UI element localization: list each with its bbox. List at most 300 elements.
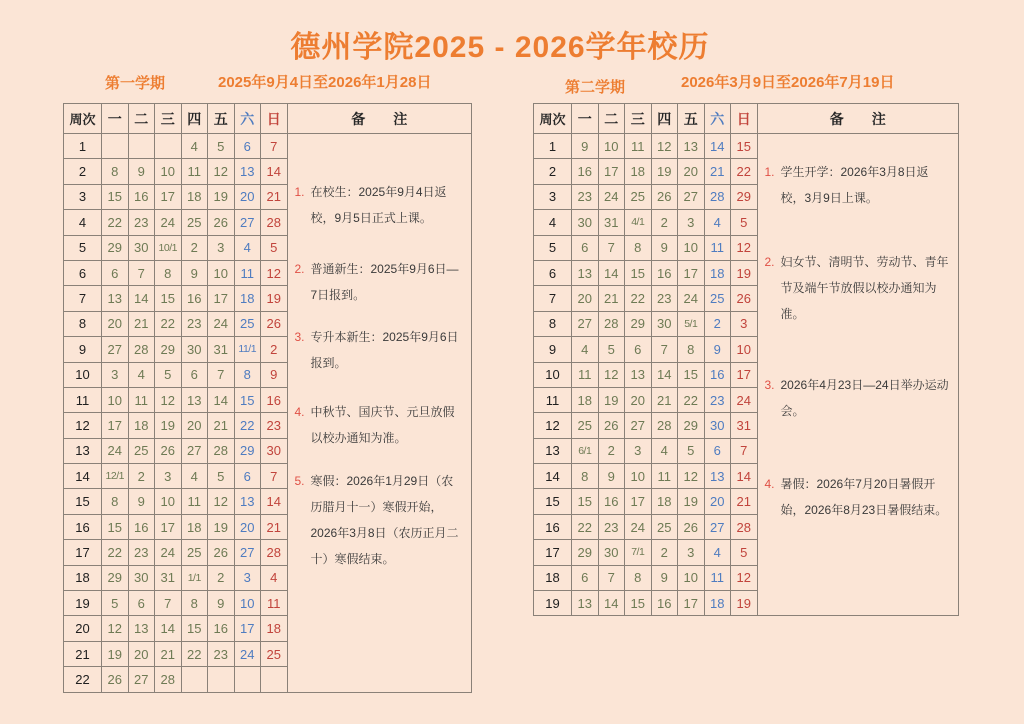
date-cell: 10: [208, 260, 235, 285]
date-cell: 4/1: [625, 210, 652, 235]
date-cell: 30: [572, 210, 599, 235]
date-cell: 18: [572, 387, 599, 412]
date-cell: 24: [155, 210, 182, 235]
week-number-cell: 4: [534, 210, 572, 235]
date-cell: 11: [261, 591, 288, 616]
note-number: 2.: [294, 262, 305, 276]
date-cell: [102, 134, 129, 159]
week-number-cell: 20: [64, 616, 102, 641]
date-cell: 26: [208, 540, 235, 565]
date-cell: 21: [651, 387, 678, 412]
date-cell: 9: [261, 362, 288, 387]
date-cell: 12: [155, 387, 182, 412]
note-text: 暑假：2026年7月20日暑假开始，2026年8月23日暑假结束。: [780, 477, 948, 517]
date-cell: 26: [731, 286, 758, 311]
date-cell: 14: [261, 489, 288, 514]
date-cell: 5/1: [678, 311, 705, 336]
date-cell: 19: [208, 514, 235, 539]
week-number-cell: 11: [534, 387, 572, 412]
column-header: 日: [261, 104, 288, 134]
note-item: [765, 249, 951, 327]
date-cell: 23: [704, 387, 731, 412]
week-number-cell: 9: [64, 337, 102, 362]
date-cell: 5: [598, 337, 625, 362]
date-cell: 11: [704, 235, 731, 260]
note-text: 在校生：2025年9月4日返校，9月5日正式上课。: [310, 185, 447, 225]
date-cell: 17: [208, 286, 235, 311]
date-cell: 28: [261, 540, 288, 565]
note-item: [295, 324, 464, 376]
week-number-cell: 10: [534, 362, 572, 387]
date-cell: 22: [572, 514, 599, 539]
date-cell: [181, 667, 208, 692]
date-cell: 12: [651, 134, 678, 159]
date-cell: 16: [261, 387, 288, 412]
semester2-label: 第二学期: [565, 79, 626, 96]
date-cell: 19: [651, 159, 678, 184]
week-number-cell: 13: [64, 438, 102, 463]
week-number-cell: 13: [534, 438, 572, 463]
date-cell: 29: [155, 337, 182, 362]
date-cell: 17: [678, 591, 705, 616]
date-cell: 21: [261, 184, 288, 209]
week-number-cell: 18: [64, 565, 102, 590]
date-cell: 20: [234, 184, 261, 209]
week-number-cell: 15: [64, 489, 102, 514]
date-cell: 24: [678, 286, 705, 311]
date-cell: 9: [651, 565, 678, 590]
date-cell: 18: [261, 616, 288, 641]
date-cell: 8: [678, 337, 705, 362]
date-cell: 28: [261, 210, 288, 235]
date-cell: 23: [572, 184, 599, 209]
date-cell: 2: [704, 311, 731, 336]
date-cell: 4: [181, 464, 208, 489]
date-cell: 11: [234, 260, 261, 285]
date-cell: 26: [598, 413, 625, 438]
date-cell: 20: [704, 489, 731, 514]
date-cell: 8: [234, 362, 261, 387]
week-number-cell: 5: [64, 235, 102, 260]
note-text: 专升本新生：2025年9月6日报到。: [310, 330, 459, 370]
date-cell: 24: [102, 438, 129, 463]
week-number-cell: 2: [64, 159, 102, 184]
week-number-cell: 19: [534, 591, 572, 616]
date-cell: 12: [261, 260, 288, 285]
date-cell: 18: [181, 514, 208, 539]
note-item: [295, 256, 464, 308]
date-cell: 24: [208, 311, 235, 336]
date-cell: 7: [261, 134, 288, 159]
notes-column-header: 备 注: [757, 104, 959, 134]
week-number-cell: 17: [64, 540, 102, 565]
date-cell: 26: [155, 438, 182, 463]
date-cell: 19: [102, 641, 129, 666]
date-cell: 7: [261, 464, 288, 489]
date-cell: 15: [234, 387, 261, 412]
date-cell: 26: [678, 514, 705, 539]
date-cell: 21: [261, 514, 288, 539]
date-cell: 22: [102, 210, 129, 235]
date-cell: 30: [651, 311, 678, 336]
date-cell: 11: [625, 134, 652, 159]
week-number-cell: 1: [534, 134, 572, 159]
week-number-cell: 19: [64, 591, 102, 616]
date-cell: 18: [625, 159, 652, 184]
date-cell: 19: [731, 591, 758, 616]
column-header: 一: [102, 104, 129, 134]
date-cell: 6/1: [572, 438, 599, 463]
date-cell: 6: [234, 134, 261, 159]
date-cell: 8: [155, 260, 182, 285]
note-number: 4.: [764, 477, 775, 491]
date-cell: 23: [208, 641, 235, 666]
date-cell: 7/1: [625, 540, 652, 565]
date-cell: 14: [261, 159, 288, 184]
date-cell: 14: [598, 260, 625, 285]
date-cell: 13: [234, 489, 261, 514]
date-cell: 20: [234, 514, 261, 539]
date-cell: 9: [651, 235, 678, 260]
column-header: 周次: [534, 104, 572, 134]
week-number-cell: 1: [64, 134, 102, 159]
date-cell: 6: [102, 260, 129, 285]
date-cell: 17: [102, 413, 129, 438]
date-cell: 11/1: [234, 337, 261, 362]
date-cell: 2: [651, 540, 678, 565]
date-cell: 28: [208, 438, 235, 463]
date-cell: 27: [572, 311, 599, 336]
date-cell: 12: [598, 362, 625, 387]
date-cell: 26: [261, 311, 288, 336]
date-cell: 5: [155, 362, 182, 387]
date-cell: 15: [625, 591, 652, 616]
date-cell: 13: [572, 591, 599, 616]
date-cell: 15: [572, 489, 599, 514]
date-cell: 13: [678, 134, 705, 159]
column-header: 二: [128, 104, 155, 134]
date-cell: 23: [128, 540, 155, 565]
notes-list: [288, 134, 472, 572]
notes-cell: [287, 134, 472, 693]
date-cell: 20: [678, 159, 705, 184]
note-number: 1.: [294, 185, 305, 199]
date-cell: 2: [181, 235, 208, 260]
date-cell: 3: [625, 438, 652, 463]
note-text: 2026年4月23日—24日举办运动会。: [780, 378, 949, 418]
date-cell: 29: [625, 311, 652, 336]
date-cell: 2: [261, 337, 288, 362]
date-cell: 20: [128, 641, 155, 666]
week-number-cell: 5: [534, 235, 572, 260]
note-item: [295, 179, 464, 231]
date-cell: 2: [598, 438, 625, 463]
date-cell: 18: [234, 286, 261, 311]
week-number-cell: 6: [64, 260, 102, 285]
date-cell: 20: [625, 387, 652, 412]
column-header: 六: [234, 104, 261, 134]
date-cell: 25: [181, 210, 208, 235]
week-number-cell: 8: [534, 311, 572, 336]
date-cell: 10: [102, 387, 129, 412]
date-cell: 10/1: [155, 235, 182, 260]
date-cell: 24: [625, 514, 652, 539]
date-cell: 22: [102, 540, 129, 565]
date-cell: 3: [678, 210, 705, 235]
date-cell: 19: [208, 184, 235, 209]
date-cell: 6: [181, 362, 208, 387]
column-header: 三: [155, 104, 182, 134]
date-cell: 22: [155, 311, 182, 336]
date-cell: 21: [731, 489, 758, 514]
date-cell: 6: [704, 438, 731, 463]
column-header: 四: [181, 104, 208, 134]
week-number-cell: 21: [64, 641, 102, 666]
date-cell: 9: [181, 260, 208, 285]
date-cell: 15: [731, 134, 758, 159]
note-item: [765, 471, 951, 523]
column-header: 日: [731, 104, 758, 134]
date-cell: 31: [598, 210, 625, 235]
week-number-cell: 14: [534, 464, 572, 489]
date-cell: 7: [208, 362, 235, 387]
date-cell: 10: [625, 464, 652, 489]
date-cell: 17: [731, 362, 758, 387]
header-row: [534, 104, 959, 134]
week-number-cell: 9: [534, 337, 572, 362]
date-cell: 10: [234, 591, 261, 616]
date-cell: 8: [102, 489, 129, 514]
date-cell: 26: [651, 184, 678, 209]
date-cell: 12: [731, 565, 758, 590]
date-cell: 16: [208, 616, 235, 641]
date-cell: 12: [208, 159, 235, 184]
date-cell: 11: [181, 489, 208, 514]
date-cell: 5: [261, 235, 288, 260]
date-cell: 18: [181, 184, 208, 209]
date-cell: 23: [651, 286, 678, 311]
date-cell: 17: [598, 159, 625, 184]
column-header: 周次: [64, 104, 102, 134]
date-cell: 5: [208, 464, 235, 489]
date-cell: 29: [572, 540, 599, 565]
week-number-cell: 4: [64, 210, 102, 235]
date-cell: 20: [572, 286, 599, 311]
date-cell: 10: [731, 337, 758, 362]
note-item: [295, 468, 464, 572]
date-cell: 28: [155, 667, 182, 692]
date-cell: 10: [678, 565, 705, 590]
date-cell: 4: [181, 134, 208, 159]
date-cell: 4: [704, 540, 731, 565]
date-cell: 27: [678, 184, 705, 209]
date-cell: 4: [261, 565, 288, 590]
date-cell: 13: [102, 286, 129, 311]
date-cell: 7: [598, 235, 625, 260]
date-cell: [128, 134, 155, 159]
date-cell: 10: [598, 134, 625, 159]
date-cell: 18: [651, 489, 678, 514]
date-cell: 15: [102, 184, 129, 209]
column-header: 二: [598, 104, 625, 134]
date-cell: 4: [234, 235, 261, 260]
date-cell: 29: [102, 565, 129, 590]
date-cell: 6: [128, 591, 155, 616]
week-number-cell: 7: [64, 286, 102, 311]
date-cell: 3: [102, 362, 129, 387]
date-cell: 7: [651, 337, 678, 362]
page-title: 德州学院2025 - 2026学年校历: [290, 31, 710, 64]
date-cell: 28: [128, 337, 155, 362]
date-cell: 22: [678, 387, 705, 412]
date-cell: 9: [128, 159, 155, 184]
date-cell: 26: [208, 210, 235, 235]
date-cell: 31: [731, 413, 758, 438]
date-cell: 31: [155, 565, 182, 590]
date-cell: 22: [181, 641, 208, 666]
week-number-cell: 17: [534, 540, 572, 565]
week-number-cell: 8: [64, 311, 102, 336]
date-cell: 9: [208, 591, 235, 616]
date-cell: 16: [704, 362, 731, 387]
date-cell: 9: [128, 489, 155, 514]
date-cell: 28: [704, 184, 731, 209]
column-header: 五: [208, 104, 235, 134]
date-cell: 23: [261, 413, 288, 438]
column-header: 四: [651, 104, 678, 134]
date-cell: 17: [155, 184, 182, 209]
column-header: 三: [625, 104, 652, 134]
date-cell: 25: [234, 311, 261, 336]
note-text: 学生开学：2026年3月8日返校，3月9日上课。: [780, 165, 929, 205]
date-cell: 19: [678, 489, 705, 514]
date-cell: 8: [572, 464, 599, 489]
date-cell: 30: [704, 413, 731, 438]
note-text: 寒假：2026年1月29日（农历腊月十一）寒假开始，2026年3月8日（农历正月二十）寒假结束。: [310, 474, 459, 566]
note-number: 3.: [764, 378, 775, 392]
date-cell: 10: [678, 235, 705, 260]
date-cell: [155, 134, 182, 159]
date-cell: 16: [572, 159, 599, 184]
header-row: [64, 104, 472, 134]
date-cell: 16: [651, 260, 678, 285]
date-cell: 3: [234, 565, 261, 590]
week-number-cell: 11: [64, 387, 102, 412]
date-cell: 25: [651, 514, 678, 539]
date-cell: 3: [155, 464, 182, 489]
date-cell: 21: [598, 286, 625, 311]
date-cell: 27: [234, 210, 261, 235]
note-text: 中秋节、国庆节、元旦放假以校办通知为准。: [310, 405, 455, 445]
date-cell: 30: [128, 235, 155, 260]
week-number-cell: 6: [534, 260, 572, 285]
date-cell: 26: [102, 667, 129, 692]
date-cell: 21: [704, 159, 731, 184]
date-cell: 17: [625, 489, 652, 514]
date-cell: 15: [625, 260, 652, 285]
date-cell: 7: [598, 565, 625, 590]
week-number-cell: 3: [534, 184, 572, 209]
date-cell: 27: [704, 514, 731, 539]
date-cell: 4: [572, 337, 599, 362]
date-cell: 11: [181, 159, 208, 184]
date-cell: [234, 667, 261, 692]
date-cell: 29: [102, 235, 129, 260]
date-cell: 23: [181, 311, 208, 336]
date-cell: 12: [208, 489, 235, 514]
date-cell: 6: [234, 464, 261, 489]
date-cell: 27: [128, 667, 155, 692]
date-cell: 22: [731, 159, 758, 184]
date-cell: 5: [731, 540, 758, 565]
date-cell: 13: [234, 159, 261, 184]
date-cell: 25: [704, 286, 731, 311]
date-cell: 21: [155, 641, 182, 666]
date-cell: 16: [128, 184, 155, 209]
date-cell: 17: [155, 514, 182, 539]
date-cell: 22: [625, 286, 652, 311]
note-number: 4.: [294, 405, 305, 419]
date-cell: 25: [261, 641, 288, 666]
date-cell: 30: [181, 337, 208, 362]
week-number-cell: 7: [534, 286, 572, 311]
date-cell: 4: [651, 438, 678, 463]
date-cell: 9: [572, 134, 599, 159]
week-number-cell: 22: [64, 667, 102, 692]
date-cell: 20: [181, 413, 208, 438]
note-item: [765, 159, 951, 211]
date-cell: 30: [261, 438, 288, 463]
date-cell: 24: [598, 184, 625, 209]
date-cell: 16: [598, 489, 625, 514]
notes-column-header: 备 注: [287, 104, 472, 134]
date-cell: 14: [598, 591, 625, 616]
semester1-daterange: 2025年9月4日至2026年1月28日: [218, 74, 432, 91]
date-cell: 18: [128, 413, 155, 438]
week-number-cell: 2: [534, 159, 572, 184]
date-cell: 29: [678, 413, 705, 438]
semester1-table: [63, 103, 472, 693]
date-cell: 16: [651, 591, 678, 616]
date-cell: 7: [155, 591, 182, 616]
date-cell: 12/1: [102, 464, 129, 489]
date-cell: 30: [598, 540, 625, 565]
semester2-daterange: 2026年3月9日至2026年7月19日: [681, 74, 895, 91]
date-cell: 25: [572, 413, 599, 438]
date-cell: 11: [704, 565, 731, 590]
column-header: 六: [704, 104, 731, 134]
date-cell: 20: [102, 311, 129, 336]
date-cell: 24: [155, 540, 182, 565]
date-cell: 28: [651, 413, 678, 438]
date-cell: 23: [128, 210, 155, 235]
note-number: 1.: [764, 165, 775, 179]
date-cell: 16: [181, 286, 208, 311]
date-cell: 31: [208, 337, 235, 362]
date-cell: 15: [102, 514, 129, 539]
date-cell: 13: [128, 616, 155, 641]
date-cell: 14: [128, 286, 155, 311]
date-cell: 5: [678, 438, 705, 463]
date-cell: 7: [731, 438, 758, 463]
week-number-cell: 16: [64, 514, 102, 539]
date-cell: 3: [208, 235, 235, 260]
date-cell: 6: [625, 337, 652, 362]
date-cell: 5: [102, 591, 129, 616]
date-cell: 11: [128, 387, 155, 412]
date-cell: 2: [651, 210, 678, 235]
date-cell: 13: [181, 387, 208, 412]
